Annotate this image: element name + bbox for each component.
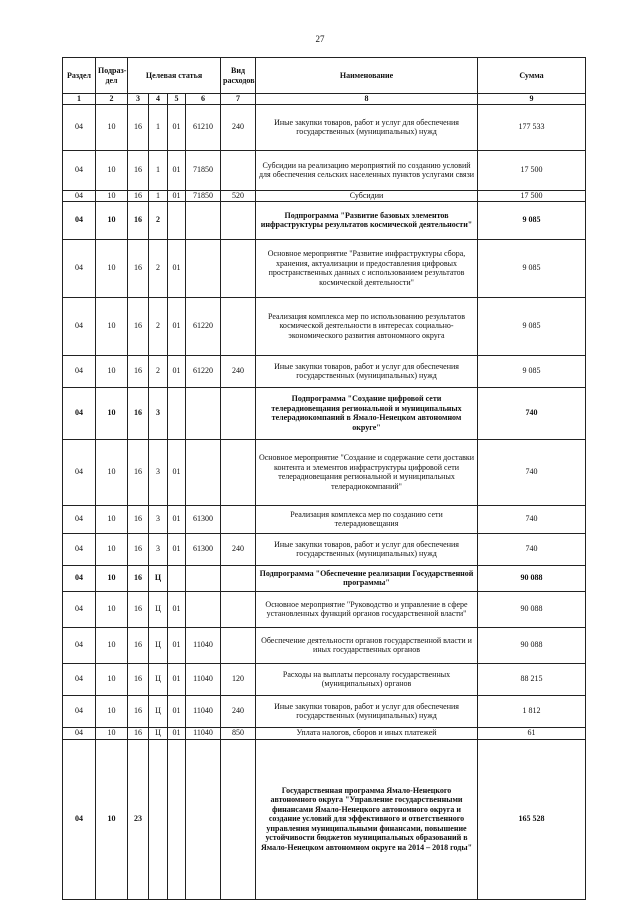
cell-razdel: 04 — [63, 201, 96, 239]
cell-direction: 61220 — [186, 355, 221, 387]
cell-vid — [221, 591, 256, 627]
cell-program: 16 — [128, 239, 149, 297]
cell-direction: 11040 — [186, 627, 221, 663]
header-sum: Сумма — [478, 58, 586, 94]
column-number: 7 — [221, 94, 256, 105]
cell-podrazdel: 10 — [96, 627, 128, 663]
cell-event: 01 — [168, 104, 186, 150]
cell-vid: 240 — [221, 533, 256, 565]
cell-podrazdel: 10 — [96, 150, 128, 190]
cell-subprogram: 2 — [149, 297, 168, 355]
cell-program: 16 — [128, 297, 149, 355]
cell-direction: 71850 — [186, 190, 221, 201]
cell-event: 01 — [168, 533, 186, 565]
cell-podrazdel: 10 — [96, 565, 128, 591]
table-row — [63, 297, 586, 355]
cell-direction: 61300 — [186, 533, 221, 565]
cell-vid: 240 — [221, 695, 256, 727]
cell-program: 16 — [128, 591, 149, 627]
cell-vid: 240 — [221, 355, 256, 387]
cell-razdel: 04 — [63, 387, 96, 439]
cell-event — [168, 739, 186, 899]
cell-name: Субсидии — [256, 190, 478, 201]
cell-event: 01 — [168, 239, 186, 297]
cell-vid — [221, 739, 256, 899]
table-row — [63, 150, 586, 190]
cell-razdel: 04 — [63, 533, 96, 565]
table-row — [63, 591, 586, 627]
cell-podrazdel: 10 — [96, 727, 128, 739]
cell-direction — [186, 591, 221, 627]
table-row — [63, 627, 586, 663]
cell-direction: 11040 — [186, 663, 221, 695]
cell-subprogram: 3 — [149, 387, 168, 439]
cell-sum: 88 215 — [478, 663, 586, 695]
cell-name: Иные закупки товаров, работ и услуг для обеспечения государственных (муниципальных) нужд — [256, 104, 478, 150]
cell-razdel: 04 — [63, 439, 96, 505]
cell-program: 16 — [128, 150, 149, 190]
cell-podrazdel: 10 — [96, 739, 128, 899]
cell-sum: 740 — [478, 533, 586, 565]
cell-razdel: 04 — [63, 505, 96, 533]
cell-subprogram: Ц — [149, 663, 168, 695]
cell-event: 01 — [168, 591, 186, 627]
cell-subprogram: 1 — [149, 104, 168, 150]
cell-vid — [221, 150, 256, 190]
table-row — [63, 565, 586, 591]
cell-program: 16 — [128, 355, 149, 387]
cell-program: 16 — [128, 505, 149, 533]
column-number: 9 — [478, 94, 586, 105]
cell-direction — [186, 201, 221, 239]
cell-name: Иные закупки товаров, работ и услуг для обеспечения государственных (муниципальных) нужд — [256, 355, 478, 387]
cell-event: 01 — [168, 439, 186, 505]
cell-direction: 11040 — [186, 727, 221, 739]
cell-podrazdel: 10 — [96, 239, 128, 297]
table-row — [63, 439, 586, 505]
cell-vid: 850 — [221, 727, 256, 739]
cell-name: Иные закупки товаров, работ и услуг для обеспечения государственных (муниципальных) нужд — [256, 533, 478, 565]
budget-table — [62, 57, 586, 900]
cell-name: Подпрограмма "Создание цифровой сети телерадиовещания региональной и муниципальных телерадиокомпаний в Ямало-Ненецком автономном округе" — [256, 387, 478, 439]
cell-name: Иные закупки товаров, работ и услуг для обеспечения государственных (муниципальных) нужд — [256, 695, 478, 727]
cell-direction: 61300 — [186, 505, 221, 533]
cell-vid — [221, 387, 256, 439]
cell-direction — [186, 239, 221, 297]
cell-name: Реализация комплекса мер по созданию сети телерадиовещания — [256, 505, 478, 533]
cell-program: 16 — [128, 533, 149, 565]
cell-sum: 9 085 — [478, 297, 586, 355]
cell-podrazdel: 10 — [96, 104, 128, 150]
cell-subprogram: 3 — [149, 505, 168, 533]
cell-sum: 90 088 — [478, 591, 586, 627]
cell-razdel: 04 — [63, 739, 96, 899]
cell-program: 16 — [128, 663, 149, 695]
cell-subprogram: 2 — [149, 355, 168, 387]
column-number: 4 — [149, 94, 168, 105]
cell-name: Расходы на выплаты персоналу государственных (муниципальных) органов — [256, 663, 478, 695]
cell-program: 16 — [128, 695, 149, 727]
cell-sum: 9 085 — [478, 239, 586, 297]
cell-program: 16 — [128, 727, 149, 739]
table-row — [63, 727, 586, 739]
table-row — [63, 739, 586, 899]
cell-podrazdel: 10 — [96, 533, 128, 565]
cell-subprogram: Ц — [149, 695, 168, 727]
cell-subprogram — [149, 739, 168, 899]
cell-program: 23 — [128, 739, 149, 899]
cell-podrazdel: 10 — [96, 695, 128, 727]
column-number: 1 — [63, 94, 96, 105]
cell-razdel: 04 — [63, 297, 96, 355]
cell-event: 01 — [168, 505, 186, 533]
cell-name: Субсидии на реализацию мероприятий по созданию условий для обеспечения сельских населенных пунктов услугами связи — [256, 150, 478, 190]
cell-sum: 90 088 — [478, 627, 586, 663]
cell-podrazdel: 10 — [96, 439, 128, 505]
cell-event — [168, 565, 186, 591]
cell-vid: 240 — [221, 104, 256, 150]
cell-podrazdel: 10 — [96, 387, 128, 439]
cell-direction — [186, 565, 221, 591]
cell-razdel: 04 — [63, 695, 96, 727]
cell-subprogram: 2 — [149, 239, 168, 297]
cell-sum: 740 — [478, 505, 586, 533]
cell-name: Основное мероприятие "Развитие инфраструктуры сбора, хранения, актуализации и предоставления цифровых пространственных данных с использованием результатов космической деятельности" — [256, 239, 478, 297]
cell-vid — [221, 565, 256, 591]
cell-vid — [221, 505, 256, 533]
table-row — [63, 239, 586, 297]
header-tselevaya: Целевая статья — [128, 58, 221, 94]
cell-name: Обеспечение деятельности органов государственной власти и иных государственных органов — [256, 627, 478, 663]
cell-event: 01 — [168, 190, 186, 201]
cell-subprogram: 3 — [149, 533, 168, 565]
column-number-row — [63, 94, 586, 105]
cell-subprogram: 2 — [149, 201, 168, 239]
cell-program: 16 — [128, 565, 149, 591]
table-row — [63, 355, 586, 387]
column-number: 2 — [96, 94, 128, 105]
cell-name: Подпрограмма "Развитие базовых элементов инфраструктуры результатов космической деятельности" — [256, 201, 478, 239]
cell-name: Основное мероприятие "Создание и содержание сети доставки контента и элементов инфраструктуры цифровой сети телерадиовещания региональной и муниципальных телерадиокомпаний" — [256, 439, 478, 505]
table-row — [63, 505, 586, 533]
cell-name: Подпрограмма "Обеспечение реализации Государственной программы" — [256, 565, 478, 591]
cell-vid — [221, 239, 256, 297]
cell-razdel: 04 — [63, 150, 96, 190]
cell-name: Уплата налогов, сборов и иных платежей — [256, 727, 478, 739]
table-body — [63, 104, 586, 899]
cell-direction — [186, 439, 221, 505]
table-row — [63, 201, 586, 239]
column-number: 8 — [256, 94, 478, 105]
cell-event: 01 — [168, 297, 186, 355]
cell-sum: 61 — [478, 727, 586, 739]
cell-direction — [186, 739, 221, 899]
cell-razdel: 04 — [63, 591, 96, 627]
cell-event — [168, 387, 186, 439]
cell-name: Реализация комплекса мер по использованию результатов космической деятельности в интересах социально-экономического развития автономного округа — [256, 297, 478, 355]
cell-subprogram: 3 — [149, 439, 168, 505]
cell-razdel: 04 — [63, 565, 96, 591]
cell-sum: 9 085 — [478, 355, 586, 387]
cell-vid — [221, 439, 256, 505]
cell-podrazdel: 10 — [96, 355, 128, 387]
cell-direction — [186, 387, 221, 439]
cell-razdel: 04 — [63, 355, 96, 387]
cell-direction: 71850 — [186, 150, 221, 190]
cell-direction: 11040 — [186, 695, 221, 727]
column-number: 5 — [168, 94, 186, 105]
header-podrazdel: Подраз-дел — [96, 58, 128, 94]
cell-podrazdel: 10 — [96, 190, 128, 201]
cell-sum: 90 088 — [478, 565, 586, 591]
cell-sum: 17 500 — [478, 150, 586, 190]
cell-sum: 740 — [478, 439, 586, 505]
cell-sum: 17 500 — [478, 190, 586, 201]
cell-podrazdel: 10 — [96, 201, 128, 239]
cell-program: 16 — [128, 104, 149, 150]
table-row — [63, 533, 586, 565]
cell-podrazdel: 10 — [96, 591, 128, 627]
page-number: 27 — [315, 34, 325, 44]
cell-event: 01 — [168, 627, 186, 663]
cell-sum: 9 085 — [478, 201, 586, 239]
cell-vid: 120 — [221, 663, 256, 695]
cell-sum: 740 — [478, 387, 586, 439]
cell-event: 01 — [168, 727, 186, 739]
table-row — [63, 387, 586, 439]
cell-vid — [221, 627, 256, 663]
table-row — [63, 695, 586, 727]
cell-podrazdel: 10 — [96, 663, 128, 695]
cell-direction: 61210 — [186, 104, 221, 150]
cell-program: 16 — [128, 387, 149, 439]
cell-sum: 1 812 — [478, 695, 586, 727]
cell-program: 16 — [128, 190, 149, 201]
cell-vid — [221, 201, 256, 239]
cell-event: 01 — [168, 695, 186, 727]
header-razdel: Раздел — [63, 58, 96, 94]
cell-razdel: 04 — [63, 727, 96, 739]
cell-podrazdel: 10 — [96, 297, 128, 355]
cell-event: 01 — [168, 355, 186, 387]
header-vid: Вид расходов — [221, 58, 256, 94]
cell-event: 01 — [168, 150, 186, 190]
cell-subprogram: 1 — [149, 190, 168, 201]
table-row — [63, 104, 586, 150]
table-row — [63, 190, 586, 201]
cell-razdel: 04 — [63, 190, 96, 201]
cell-subprogram: Ц — [149, 627, 168, 663]
header-name: Наименование — [256, 58, 478, 94]
cell-subprogram: Ц — [149, 565, 168, 591]
cell-event: 01 — [168, 663, 186, 695]
cell-vid — [221, 297, 256, 355]
cell-program: 16 — [128, 439, 149, 505]
cell-direction: 61220 — [186, 297, 221, 355]
cell-name: Основное мероприятие "Руководство и управление в сфере установленных функций органов государственной власти" — [256, 591, 478, 627]
column-number: 6 — [186, 94, 221, 105]
cell-event — [168, 201, 186, 239]
cell-subprogram: Ц — [149, 591, 168, 627]
cell-sum: 177 533 — [478, 104, 586, 150]
cell-subprogram: 1 — [149, 150, 168, 190]
table-row — [63, 663, 586, 695]
cell-razdel: 04 — [63, 627, 96, 663]
header-row — [63, 58, 586, 94]
cell-subprogram: Ц — [149, 727, 168, 739]
cell-razdel: 04 — [63, 104, 96, 150]
cell-vid: 520 — [221, 190, 256, 201]
cell-name: Государственная программа Ямало-Ненецкого автономного округа "Управление государственными финансами Ямало-Ненецкого автономного округа и создание условий для эффективного и ответственного управления муниципальными финансами, повышение устойчивости бюджетов муниципальных образований в Ямало-Ненецком автономном округе на 2014 – 2018 годы" — [256, 739, 478, 899]
column-number: 3 — [128, 94, 149, 105]
cell-program: 16 — [128, 627, 149, 663]
cell-razdel: 04 — [63, 239, 96, 297]
cell-podrazdel: 10 — [96, 505, 128, 533]
cell-razdel: 04 — [63, 663, 96, 695]
cell-program: 16 — [128, 201, 149, 239]
cell-sum: 165 528 — [478, 739, 586, 899]
